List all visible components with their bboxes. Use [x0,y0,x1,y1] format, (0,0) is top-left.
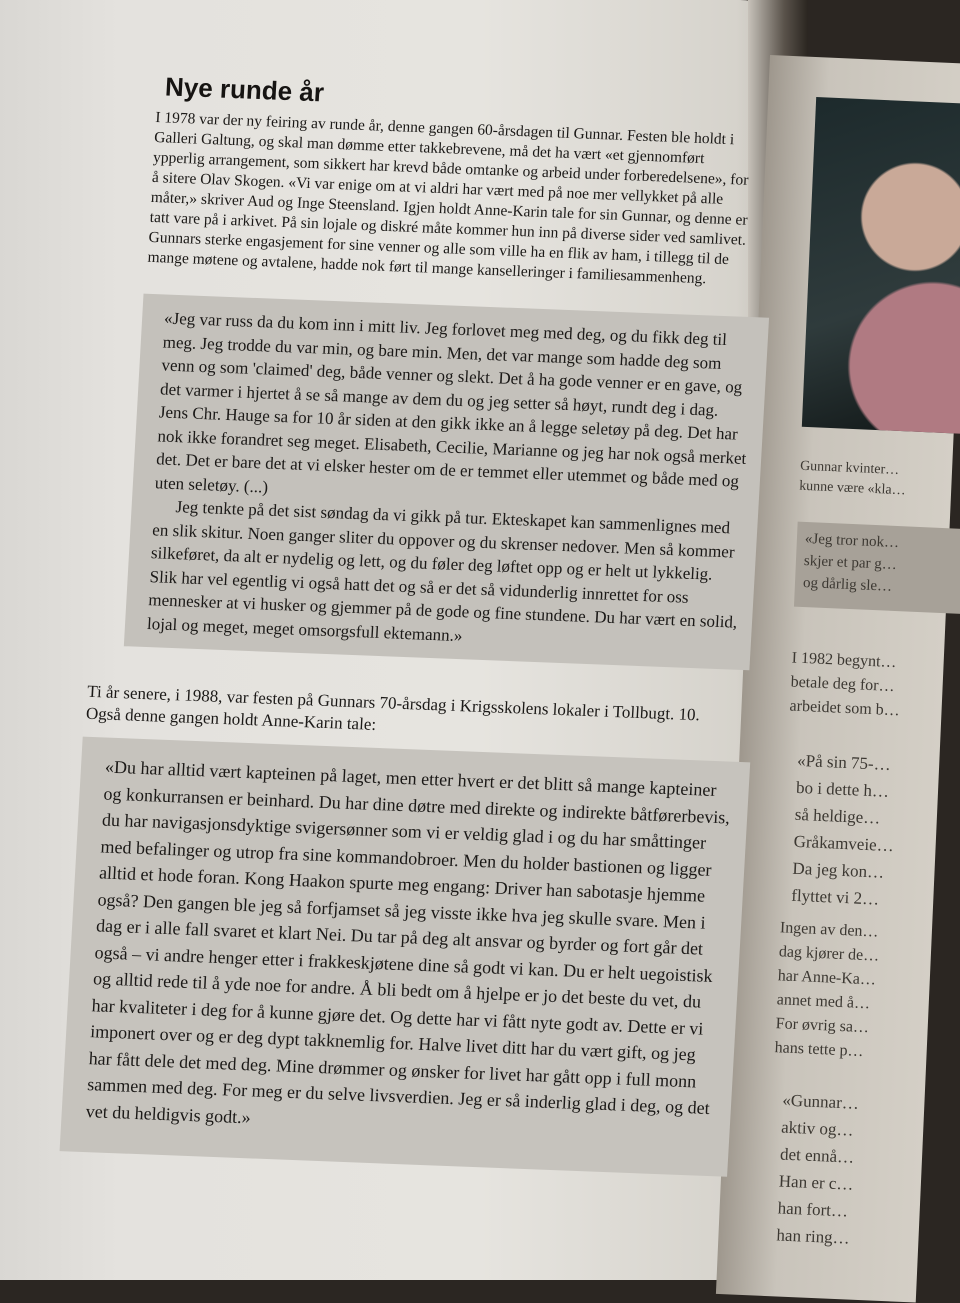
speech-quote-1978 [124,294,769,671]
transition-paragraph: Ti år senere, i 1988, var festen på Gunnars 70-årsdag i Krigsskolens lokaler i Tollbugt. 10. Også denne gangen holdt Anne-Karin tale: [85,681,701,734]
section-heading: Nye runde år [164,71,325,108]
speech-quote-1988 [60,737,751,1177]
right-quote-a: «På sin 75-… bo i dette h… så heldige… Gråkamveie… Da jeg kon… flyttet vi 2… [790,750,895,909]
quote-paragraph-1: «Jeg var russ da du kom inn i mitt liv. Jeg forlovet meg med deg, og du fikk deg til meg. Jeg trodde du var min, og bare min. Men, det var mange som hadde deg som venn og som 'claimed' deg, både venner og slekt. Det å ha gode venner er en gave, og det varmer i hjertet å se så mange av dem du og jeg setter så høyt, rundt deg i dag. Jens Chr. Hauge sa for 10 år siden at den gikk ikke an å legge seletøy på deg. Det har nok ikke forandret seg meget. Elisabeth, Cecilie, Marianne og jeg har nok også merket det. Det er bare det at vi elsker hester om de er temmet eller utemmet og både med og uten seletøy. (...) [154,308,747,497]
right-paragraph-2: Ingen av den… dag kjører de… har Anne-Ka… annet med å… For øvrig sa… hans tette p… [774,919,880,1061]
right-quote-b: «Gunnar… aktiv og… det ennå… Han er c… han fort… han ring… [776,1090,860,1248]
quote-paragraph-2: Jeg tenkte på det sist søndag da vi gikk på tur. Ekteskapet kan sammenlignes med en slik skitur. Noen ganger sliter du oppover og du skrenser nedover. Men så kommer silkeføret, da alt er nydelig og lett, og du føler deg løftet opp og er helt ut lykkelig. Slik har vel egentlig vi også hatt det og så er det så vidunderlig innrettet for oss mennesker at vi husker og gjemmer på de gode og fine stundene. Du har vært en solid, lojal og meget, meget omsorgsfull ektemann.» [146,497,738,645]
intro-paragraph: I 1978 var der ny feiring av runde år, denne gangen 60-årsdagen til Gunnar. Festen ble holdt i Galleri Galtung, og skal man dømme etter takkebrevene, må det ha vært «et gjennomført ypperlig arrangement, som sikkert har krevd både omtanke og arbeid under forberedelsene», for å sitere Olav Skogen. «Vi var enige om at vi aldri har vært med på noe mer vellykket på alle måter,» skriver Aud og Inge Steensland. Igjen holdt Anne-Karin tale for sin Gunnar, og denne er tatt vare på i arkivet. På sin lojale og diskré måte kommer hun inn på diverse sider ved samlivet. Gunnars sterke engasjement for sine venner og alle som ville ha en flik av ham, i tillegg til de mange møtene og avtalene, hadde nok ført til mange kanselleringer i familiesammenheng. [147,109,749,288]
right-quote-box: «Jeg tror nok… skjer et par g… og dårlig sle… [794,522,960,614]
photo-caption: Gunnar kvinter… kunne være «kla… [798,458,906,499]
quote-1988-text: «Du har alltid vært kapteinen på laget, men etter hvert er det blitt så mange kapteiner og konkurransen er beinhard. Du har dine døtre med direkte og indirekte båtførerbevis, du har navigasjonsdyktige svigersønner som vi er veldig glad i og du har småttinger med befalinger og utrop fra sine kommandobroer. Men du holder bastionen og ligger alltid et hode foran. Kong Haakon spurte meg engang: Driver han sabotasje hjemme også? Den gangen ble jeg så forfjamset så jeg visste ikke hva jeg skulle svare. Men i dag er i alle fall svaret et klart Nei. Du tar på deg alt ansvar og byrder og fort går det også – vi andre henger etter i frakkeskjøtene dine så godt vi kan. Du er helt uegoistisk og alltid rede til å yde noe for andre. Å bli bedt om å hjelpe er jo det beste du vet, du har kvaliteter i deg for å kunne gjøre det. Og dette har vi fått nyte godt av. Dette er vi imponert over og er deg dypt takknemlig for. Halve livet ditt har du vært gift, og jeg har fått dele det med deg. Mine drømmer og ønsker for livet har gått opp i full monn sammen med deg. For meg er du selve livsverdien. Jeg er så inderlig glad i deg, og det vet du heldigvis godt.» [85,756,731,1127]
right-paragraph-1: I 1982 begynt… betale deg for… arbeidet som b… [789,649,901,720]
left-page-content [70,70,770,1176]
portrait-photo [802,97,960,434]
